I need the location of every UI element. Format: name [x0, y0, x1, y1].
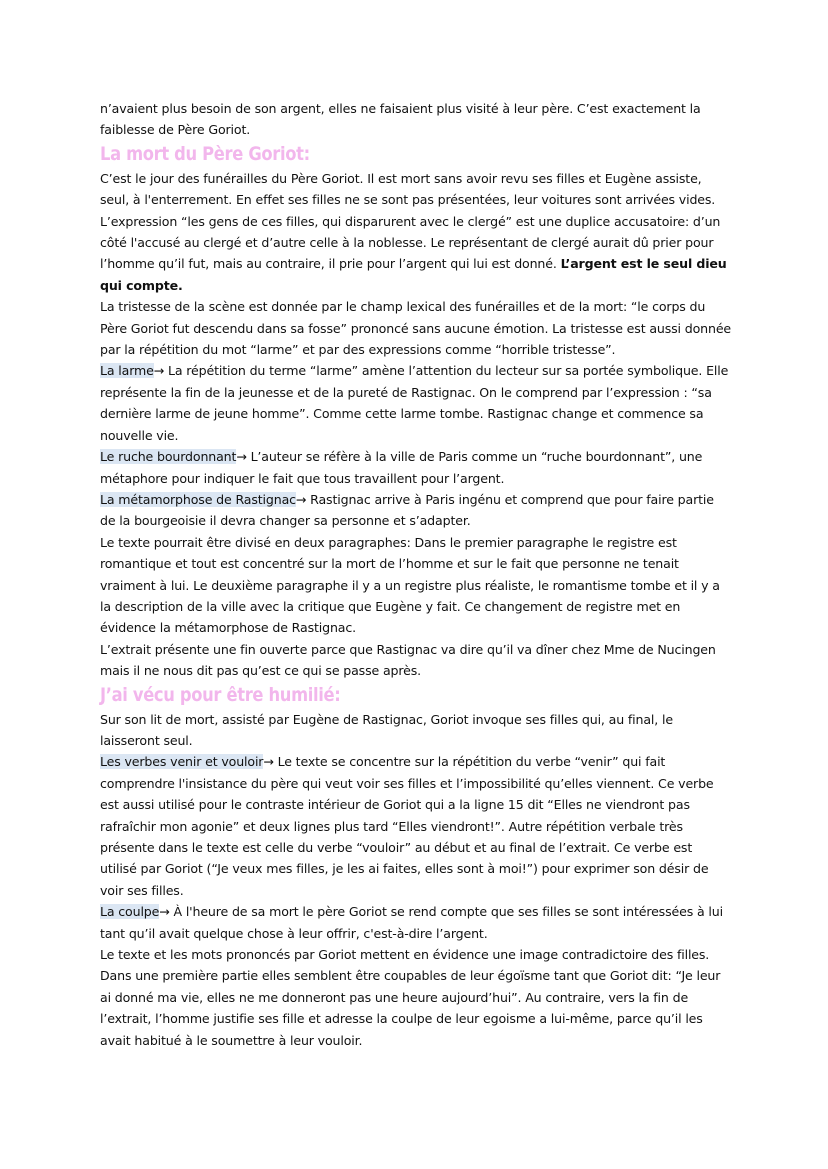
- paragraph-verbes: [100, 751, 732, 901]
- paragraph-ruche: [100, 446, 732, 489]
- paragraph-fin-ouverte: L’extrait présente une fin ouverte parce que Rastignac va dire qu’il va dîner chez Mme de Nucingen mais il ne nous dit pas qu’est ce qui se passe après.: [100, 641, 716, 679]
- paragraph-funerailles-text: C’est le jour des funérailles du Père Goriot. Il est mort sans avoir revu ses filles et Eugène assiste, seul, à l'enterrement. En effet ses filles ne se sont pas présentées, leur voitures sont arrivées vides. L’expression “les gens de ces filles, qui disparurent avec le clergé” est une duplice accusatoire: d’un côté l'accusé au clergé et d’autre celle à la noblesse. Le représentant de clergé aurait dû prier pour l’homme qu’il fut, mais au contraire, il prie pour l’argent qui lui est donné.: [100, 170, 721, 272]
- bold-statement-argent: L’argent est le seul dieu qui compte.: [100, 256, 727, 293]
- section-heading-mort-goriot: La mort du Père Goriot:: [100, 142, 310, 165]
- highlighted-term-metamorphose: La métamorphose de Rastignac: [100, 491, 296, 507]
- term-verbes-explanation: → Le texte se concentre sur la répétition du verbe “venir” qui fait comprendre l'insistance du père qui veut voir ses filles et l’impossibilité qu’elles viennent. Ce verbe est aussi utilisé pour le contraste intérieur de Goriot qui a la ligne 15 dit “Elles ne viendront pas rafraîchir mon agonie” et deux lignes plus tard “Elles viendront!”. Autre répétition verbale très présente dans le texte est celle du verbe “vouloir” au début et au final de l’extrait. Ce verbe est utilisé par Goriot (“Je veux mes filles, je les ai faites, elles sont à moi!”) pour exprimer son désir de voir ses filles.: [100, 754, 714, 898]
- paragraph-coulpe: [100, 901, 732, 944]
- term-larme-explanation: → La répétition du terme “larme” amène l’attention du lecteur sur sa portée symbolique. Elle représente la fin de la jeunesse et de la pureté de Rastignac. On le comprend par l’expression : “sa dernière larme de jeune homme”. Comme cette larme tombe. Rastignac change et commence sa nouvelle vie.: [100, 363, 729, 443]
- term-metamorphose-explanation: → Rastignac arrive à Paris ingénu et comprend que pour faire partie de la bourgeoisie il devra changer sa personne et s’adapter.: [100, 491, 714, 529]
- highlighted-term-verbes: Les verbes venir et vouloir: [100, 754, 264, 770]
- term-coulpe-explanation: → À l'heure de sa mort le père Goriot se rend compte que ses filles se sont intéressées à lui tant qu’il avait quelque chose à leur offrir, c'est-à-dire l’argent.: [100, 904, 723, 941]
- section-heading-humilie: J’ai vécu pour être humilié:: [100, 683, 341, 706]
- paragraph-registre: Le texte pourrait être divisé en deux paragraphes: Dans le premier paragraphe le registre est romantique et tout est concentré sur la mort de l’homme et sur le fait que personne ne tenait vraiment à lui. Le deuxième paragraphe il y a un registre plus réaliste, le romantisme tombe et il y a la description de la ville avec la critique que Eugène y fait. Ce changement de registre met en évidence la métamorphose de Rastignac.: [100, 534, 720, 636]
- paragraph-image-contradictoire: Le texte et les mots prononcés par Goriot mettent en évidence une image contradictoire des filles. Dans une première partie elles semblent être coupables de leur égoïsme tant que Goriot dit: “Je leur ai donné ma vie, elles ne me donneront pas une heure aujourd’hui”. Au contraire, vers la fin de l’extrait, l’homme justifie ses fille et adresse la coulpe de leur egoisme a lui-même, parce qu’il les avait habitué à le soumettre à leur vouloir.: [100, 947, 721, 1048]
- term-ruche-explanation: → L’auteur se réfère à la ville de Paris comme un “ruche bourdonnant”, une métaphore pour indiquer le fait que tous travaillent pour l’argent.: [100, 449, 703, 486]
- paragraph-funerailles: [100, 168, 732, 296]
- highlighted-term-ruche: Le ruche bourdonnant: [100, 449, 237, 465]
- paragraph-tristesse: La tristesse de la scène est donnée par le champ lexical des funérailles et de la mort: “le corps du Père Goriot fut descendu dans sa fosse” prononcé sans aucune émotion. La tristesse est aussi donnée par la répétition du mot “larme” et par des expressions comme “horrible tristesse”.: [100, 299, 732, 358]
- paragraph-lit-de-mort: Sur son lit de mort, assisté par Eugène de Rastignac, Goriot invoque ses filles qui, au final, le laisseront seul.: [100, 711, 673, 748]
- intro-paragraph: n’avaient plus besoin de son argent, elles ne faisaient plus visité à leur père. C’est exactement la faiblesse de Père Goriot.: [100, 101, 701, 138]
- paragraph-metamorphose: [100, 489, 732, 532]
- paragraph-larme: [100, 360, 732, 446]
- highlighted-term-coulpe: La coulpe: [100, 904, 160, 920]
- highlighted-term-larme: La larme: [100, 363, 154, 379]
